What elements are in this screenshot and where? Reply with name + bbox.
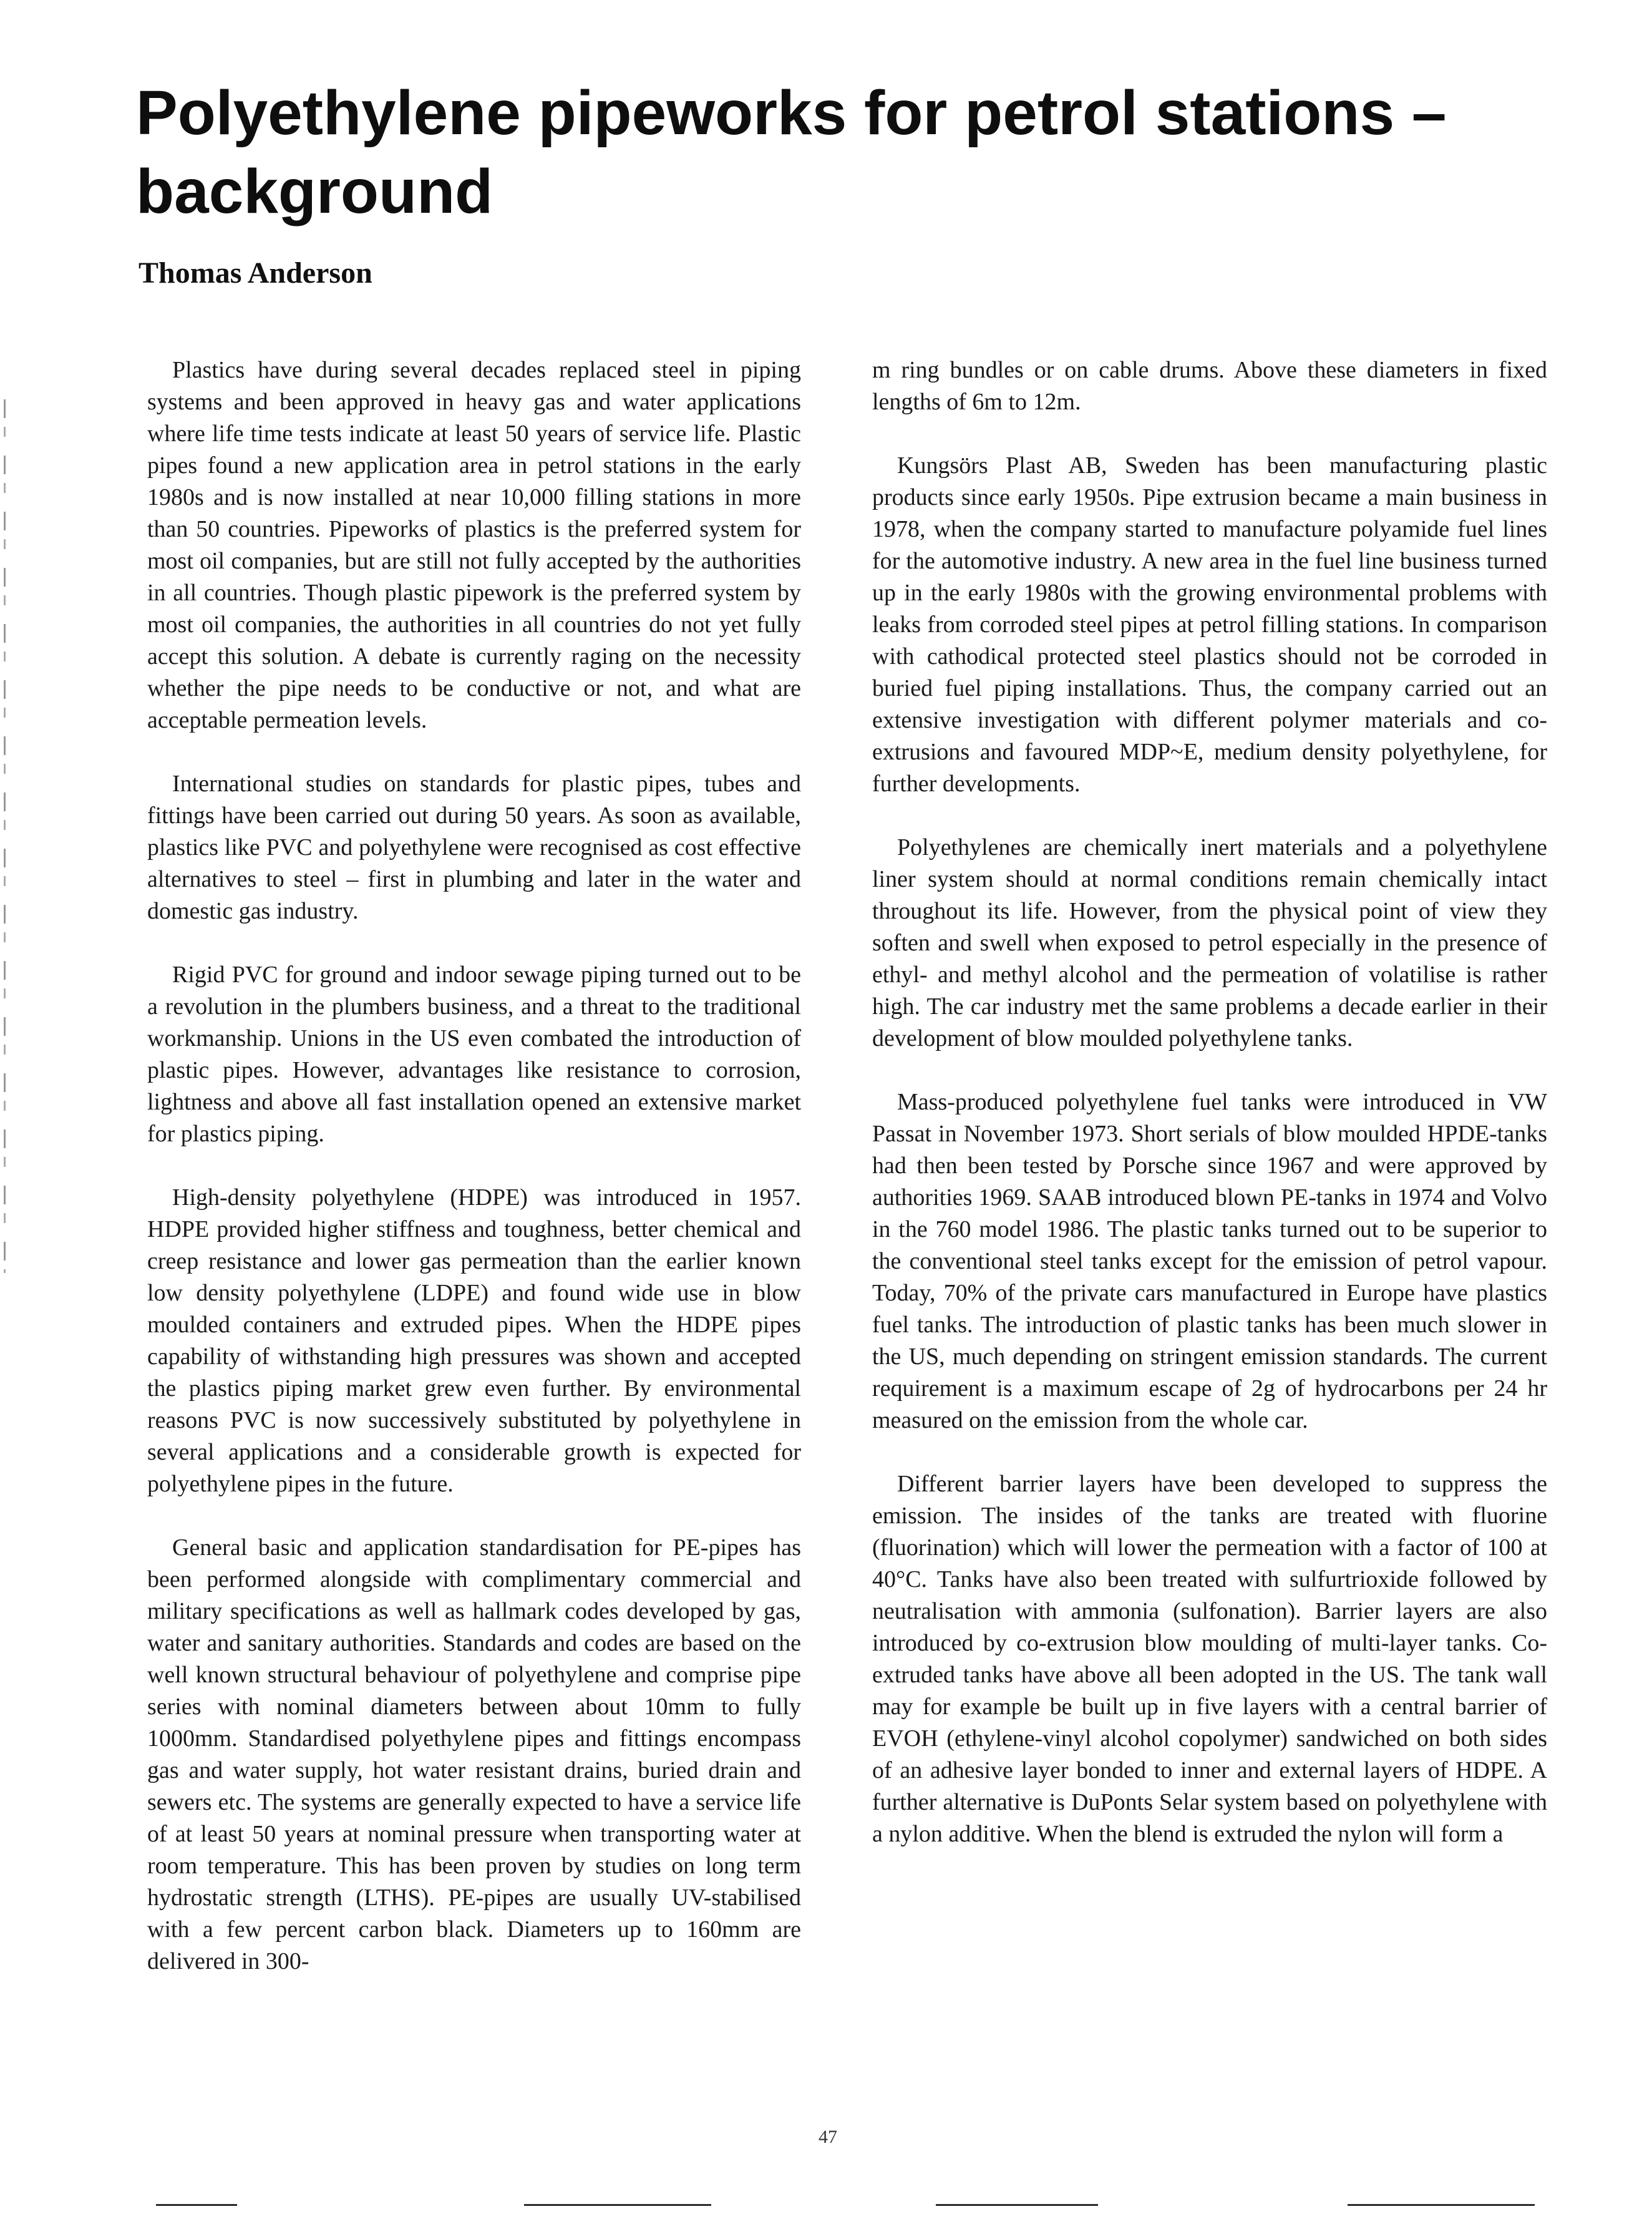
paragraph-kungsors-plast: Kungsörs Plast AB, Sweden has been manufacturing plastic products since early 1950s. Pipe extrusion became a main business in 1978, when the company started to manufacture polyamide fuel lines for the automotive industry. A new area in the fuel line business turned up in the early 1980s with the growing environmental problems with leaks from corroded steel pipes at petrol filling stations. In comparison with cathodical protected steel plastics should not be corroded in buried fuel piping installations. Thus, the company carried out an extensive investigation with different polymer materials and co-extrusions and favoured MDP~E, medium density polyethylene, for further developments.: [872, 452, 1547, 797]
footer-rule: [524, 2204, 711, 2206]
paragraph-fuel-tanks: Mass-produced polyethylene fuel tanks were introduced in VW Passat in November 1973. Short serials of blow moulded HPDE-tanks had then been tested by Porsche since 1967 and were approved by authorities 1969. SAAB introduced blown PE-tanks in 1974 and Volvo in the 760 model 1986. The plastic tanks turned out to be superior to the conventional steel tanks except for the emission of petrol vapour. Today, 70% of the private cars manufactured in Europe have plastics fuel tanks. The introduction of plastic tanks has been much slower in the US, much depending on stringent emission standards. The current requirement is a maximum escape of 2g of hydrocarbons per 24 hr measured on the emission from the whole car.: [872, 1089, 1547, 1433]
scan-edge-mark: [4, 399, 6, 1273]
paragraph-international-studies: International studies on standards for plastic pipes, tubes and fittings have been carried out during 50 years. As soon as available, plastics like PVC and polyethylene were recognised as cost effective alternatives to steel – first in plumbing and later in the water and domestic gas industry.: [147, 771, 801, 924]
paragraph-polyethylenes-inert: Polyethylenes are chemically inert materials and a polyethylene liner system should at normal conditions remain chemically intact throughout its life. However, from the physical point of view they soften and swell when exposed to petrol especially in the presence of ethyl- and methyl alcohol and the permeation of volatilise is rather high. The car industry met the same problems a decade earlier in their development of blow moulded polyethylene tanks.: [872, 834, 1547, 1051]
right-column: [872, 354, 1547, 1850]
left-column: [147, 354, 801, 1978]
paragraph-standardisation: General basic and application standardisation for PE-pipes has been performed alongside with complimentary commercial and military specifications as well as hallmark codes developed by gas, water and sanitary authorities. Standards and codes are based on the well known structural behaviour of polyethylene and comprise pipe series with nominal diameters between about 10mm to fully 1000mm. Standardised polyethylene pipes and fittings encompass gas and water supply, hot water resistant drains, buried drain and sewers etc. The systems are generally expected to have a service life of at least 50 years at nominal pressure when transporting water at room temperature. This has been proven by studies on long term hydrostatic strength (LTHS). PE-pipes are usually UV-stabilised with a few percent carbon black. Diameters up to 160mm are delivered in 300-: [147, 1534, 801, 1974]
article-title: Polyethylene pipeworks for petrol stations – background: [136, 78, 1447, 227]
paragraph-ring-bundles: m ring bundles or on cable drums. Above these diameters in fixed lengths of 6m to 12m.: [872, 357, 1547, 415]
footer-rule: [1348, 2204, 1535, 2206]
paragraph-barrier-layers: Different barrier layers have been developed to suppress the emission. The insides of the tanks are treated with fluorine (fluorination) which will lower the permeation with a factor of 100 at 40°C. Tanks have also been treated with sulfurtrioxide followed by neutralisation with ammonia (sulfonation). Barrier layers are also introduced by co-extrusion blow moulding of multi-layer tanks. Co-extruded tanks have above all been adopted in the US. The tank wall may for example be built up in five layers with a central barrier of EVOH (ethylene-vinyl alcohol copolymer) sandwiched on both sides of an adhesive layer bonded to inner and external layers of HDPE. A further alternative is DuPonts Selar system based on polyethylene with a nylon additive. When the blend is extruded the nylon will form a: [872, 1471, 1547, 1847]
article-author: Thomas Anderson: [138, 256, 372, 290]
paragraph-hdpe: High-density polyethylene (HDPE) was introduced in 1957. HDPE provided higher stiffness and toughness, better chemical and creep resistance and lower gas permeation than the earlier known low density polyethylene (LDPE) and found wide use in blow moulded containers and extruded pipes. When the HDPE pipes capability of withstanding high pressures was shown and accepted the plastics piping market grew even further. By environmental reasons PVC is now successively substituted by polyethylene in several applications and a considerable growth is expected for polyethylene pipes in the future.: [147, 1184, 801, 1497]
footer-rule: [156, 2204, 237, 2206]
page-number: 47: [819, 2127, 837, 2147]
paragraph-plastics-intro: Plastics have during several decades replaced steel in piping systems and been approved in heavy gas and water applications where life time tests indicate at least 50 years of service life. Plastic pipes found a new application area in petrol stations in the early 1980s and is now installed at near 10,000 filling stations in more than 50 countries. Pipeworks of plastics is the preferred system for most oil companies, but are still not fully accepted by the authorities in all countries. Though plastic pipework is the preferred system by most oil companies, the authorities in all countries do not yet fully accept this solution. A debate is currently raging on the necessity whether the pipe needs to be conductive or not, and what are acceptable permeation levels.: [147, 357, 801, 733]
footer-rule: [936, 2204, 1098, 2206]
paragraph-rigid-pvc: Rigid PVC for ground and indoor sewage piping turned out to be a revolution in the plumbers business, and a threat to the traditional workmanship. Unions in the US even combated the introduction of plastic pipes. However, advantages like resistance to corrosion, lightness and above all fast installation opened an extensive market for plastics piping.: [147, 962, 801, 1147]
